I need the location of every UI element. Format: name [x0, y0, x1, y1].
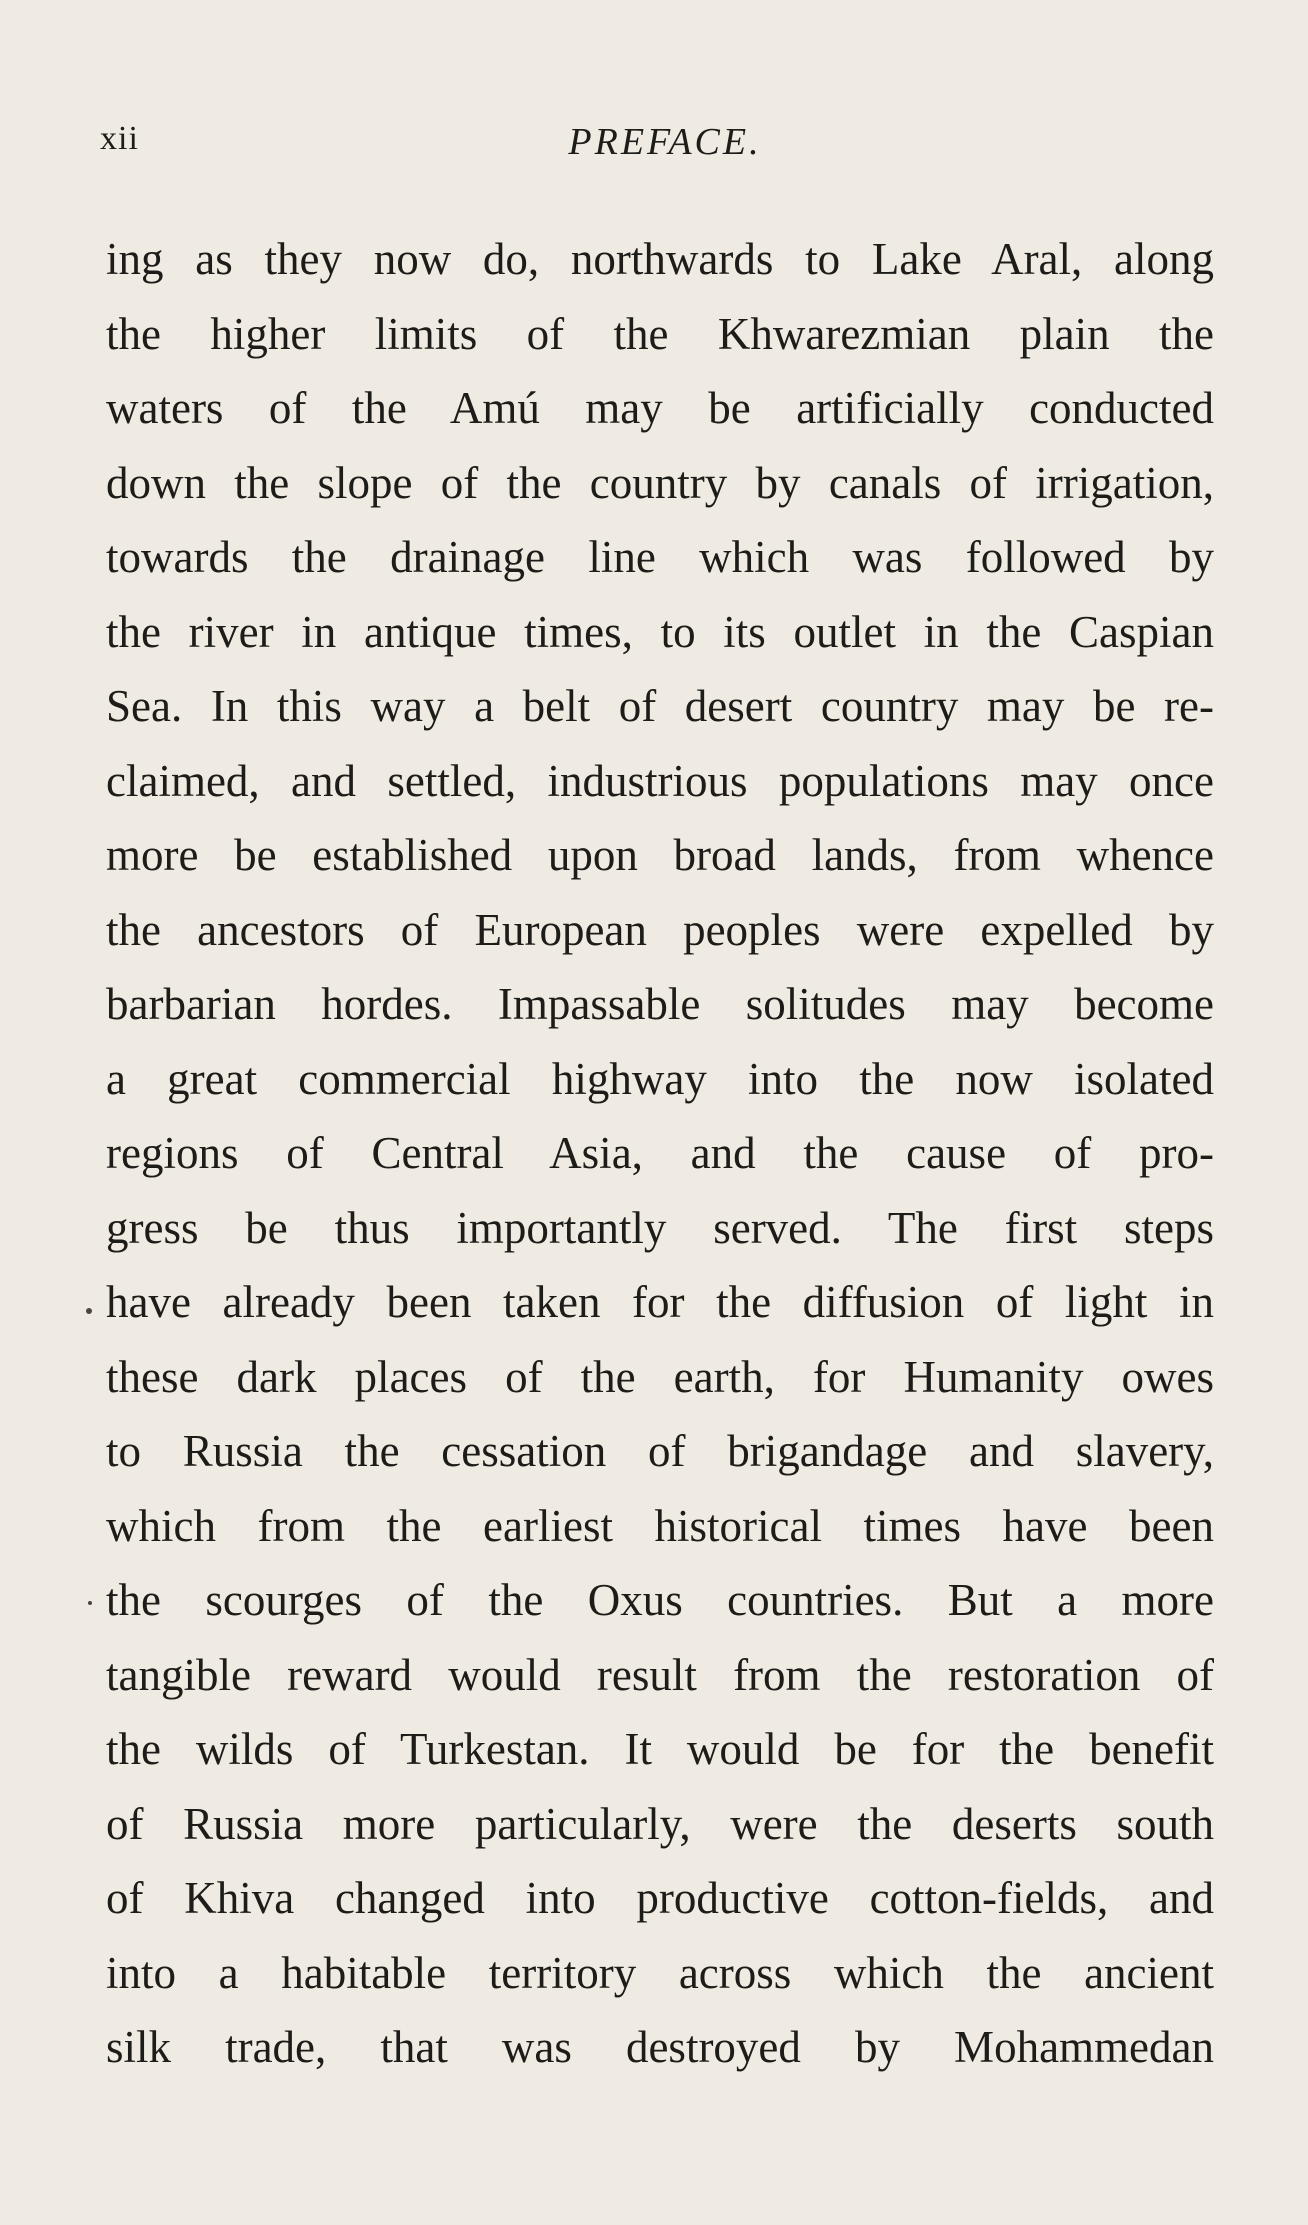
text-line: [106, 520, 1214, 595]
text-line: [106, 1489, 1214, 1564]
text-line-content: waters of the Amú may be artificially conducted: [106, 383, 1214, 433]
text-line: [106, 744, 1214, 819]
text-line: [106, 297, 1214, 372]
text-line-content: down the slope of the country by canals of irrigation,: [106, 457, 1214, 508]
text-line-content: silk trade, that was destroyed by Mohammedan: [106, 2022, 1214, 2072]
text-line: [106, 222, 1214, 297]
text-line-content: which from the earliest historical times have been: [106, 1500, 1214, 1551]
text-line-content: ing as they now do, northwards to Lake Aral, along: [106, 234, 1214, 284]
page-number: xii: [100, 120, 139, 157]
text-line: [106, 1042, 1214, 1117]
text-line: [106, 1265, 1214, 1340]
text-line: [106, 1936, 1214, 2011]
text-line: [106, 1861, 1214, 1936]
text-line-content: the scourges of the Oxus countries. But a more: [106, 1575, 1214, 1625]
text-line-content: regions of Central Asia, and the cause of pro-: [106, 1128, 1214, 1178]
text-line: [106, 967, 1214, 1042]
text-line-content: the higher limits of the Khwarezmian plain the: [106, 308, 1214, 359]
text-line-content: these dark places of the earth, for Humanity owes: [106, 1351, 1214, 1402]
ink-speck: [88, 1601, 92, 1605]
text-line-content: barbarian hordes. Impassable solitudes may become: [106, 979, 1214, 1029]
text-line-content: the ancestors of European peoples were expelled by: [106, 904, 1214, 955]
text-line: [106, 893, 1214, 968]
text-line: [106, 1563, 1214, 1638]
text-line-content: into a habitable territory across which the ancient: [106, 1947, 1214, 1998]
text-line: [106, 1116, 1214, 1191]
text-line-content: have already been taken for the diffusion of light in: [106, 1277, 1214, 1327]
text-line-content: gress be thus importantly served. The first steps: [106, 1202, 1214, 1253]
text-line: [106, 595, 1214, 670]
text-line-content: the river in antique times, to its outlet in the Caspian: [106, 606, 1214, 657]
ink-speck: [86, 1308, 92, 1314]
text-line: [106, 1787, 1214, 1862]
text-line: [106, 1191, 1214, 1266]
text-line: [106, 2010, 1214, 2085]
text-line: [106, 1712, 1214, 1787]
text-line-content: towards the drainage line which was followed by: [106, 532, 1214, 582]
text-line-content: more be established upon broad lands, from whence: [106, 830, 1214, 880]
text-line-content: claimed, and settled, industrious populations may once: [106, 755, 1214, 806]
text-line-content: tangible reward would result from the restoration of: [106, 1649, 1214, 1700]
text-line-content: to Russia the cessation of brigandage and slavery,: [106, 1426, 1214, 1476]
running-head: PREFACE.: [568, 121, 762, 163]
page-header: [100, 120, 1230, 180]
text-line: [106, 1414, 1214, 1489]
text-line-content: of Russia more particularly, were the deserts south: [106, 1798, 1214, 1849]
text-line-content: Sea. In this way a belt of desert country may be re-: [106, 681, 1214, 731]
text-line: [106, 1638, 1214, 1713]
text-line-content: the wilds of Turkestan. It would be for the benefit: [106, 1724, 1214, 1774]
text-line: [106, 1340, 1214, 1415]
text-line: [106, 818, 1214, 893]
text-line-content: a great commercial highway into the now isolated: [106, 1053, 1214, 1104]
text-line: [106, 669, 1214, 744]
body-text: [106, 222, 1214, 2085]
text-line-content: of Khiva changed into productive cotton-fields, and: [106, 1873, 1214, 1923]
text-line: [106, 446, 1214, 521]
text-line: [106, 371, 1214, 446]
